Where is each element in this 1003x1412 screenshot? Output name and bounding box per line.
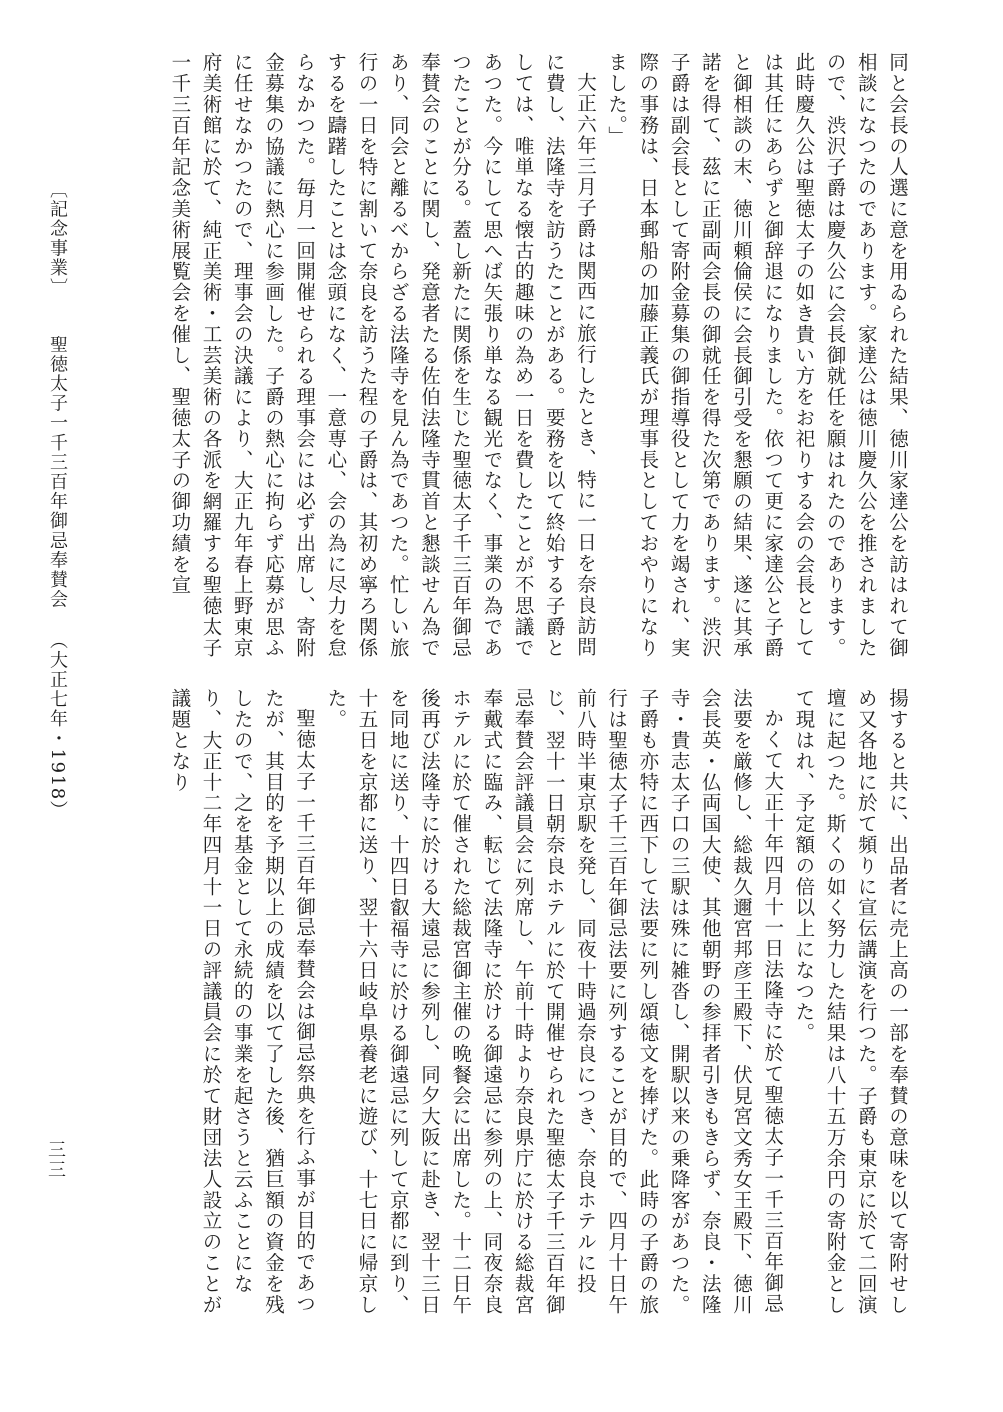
paragraph: かくて大正十年四月十一日法隆寺に於て聖徳太子一千三百年御忌法要を厳修し、総裁久邇宮邦彦王殿下、伏見宮文秀女王殿下、徳川会長英・仏両国大使、其他朝野の参拝者引きもきらず、奈良・法隆寺・貴志太子口の三駅は殊に雑沓し、開駅以来の乗降客があつた。子爵も亦特に西下して法要に列し頌徳文を捧げた。此時の子爵の旅行は聖徳太子千三百年御忌法要に列することが目的で、四月十日午前八時半東京駅を発し、同夜十時過奈良につき、奈良ホテルに投じ、翌十一日朝奈良ホテルに於て開催せられた聖徳太子千三百年御忌奉賛会評議員会に列席し、午前十時より奈良県庁に於ける総裁宮奉戴式に臨み、転じて法隆寺に於ける御遠忌に参列の上、同夜奈良ホテルに於て催された総裁宮御主催の晩餐会に出席した。十二日午後再び法隆寺に於ける大遠忌に参列し、同夕大阪に赴き、翌十三日を同地に送り、十四日叡福寺に於ける御遠忌に列して京都に到り、十五日を京都に送り、翌十六日岐阜県養老に遊び、十七日に帰京した。 — [324, 688, 785, 1315]
paragraph: 同と会長の人選に意を用ゐられた結果、徳川家達公を訪はれて御相談になつたのであります。家達公は徳川慶久公を推されましたので、渋沢子爵は慶久公に会長御就任を願はれたのであります。此時慶久公は聖徳太子の如き貴い方をお祀りする会の会長としては其任にあらずと御辞退になりました。依つて更に家達公と子爵と御相談の末、徳川頼倫侯に会長御引受を懇願の結果、遂に其承諾を得て、茲に正副両会長の御就任を得た次第であります。渋沢子爵は副会長として寄附金募集の御指導役として力を竭され、実際の事務は、日本郵船の加藤正義氏が理事長としておやりになりました。」 — [605, 52, 909, 659]
page-number: 三三 — [45, 1140, 66, 1180]
running-head — [40, 180, 70, 1180]
running-head-title: 聖徳太子一千三百年御忌奉賛会 — [47, 334, 68, 610]
upper-text-block — [103, 52, 913, 664]
lower-text-block — [168, 688, 913, 1328]
paragraph: 聖徳太子一千三百年御忌奉賛会は御忌祭典を行ふ事が目的であつたが、其目的を予期以上の成績を以て了した後、猶巨額の資金を残したので、之を基金として永続的の事業を起さうと云ふことになり、大正十二年四月十一日の評議員会に於て財団法人設立のことが議題となり — [168, 688, 317, 1315]
paragraph: 大正六年三月子爵は関西に旅行したとき、特に一日を奈良訪問に費し、法隆寺を訪うたことがある。要務を以て終始する子爵としては、唯単なる懐古的趣味の為め一日を費したことが不思議であつた。今にして思へば矢張り単なる観光でなく、事業の為であつたことが分る。蓋し新たに関係を生じた聖徳太子千三百年御忌奉賛会のことに関し、発意者たる佐伯法隆寺貫首と懇談せん為であり、同会と離るべからざる法隆寺を見ん為であつた。忙しい旅行の一日を特に割いて奈良を訪うた程の子爵は、其初め寧ろ関係するを躊躇したことは念頭になく、一意専心、会の為に尽力を怠らなかつた。毎月一回開催せられる理事会には必ず出席し、寄附金募集の協議に熱心に参画した。子爵の熱心に拘らず応募が思ふに任せなかつたので、理事会の決議により、大正九年春上野東京府美術館に於て、純正美術・工芸美術の各派を網羅する聖徳太子一千三百年記念美術展覧会を催し、聖徳太子の御功績を宣 — [168, 52, 597, 659]
paragraph: 揚すると共に、出品者に売上高の一部を奉賛の意味を以て寄附せしめ又各地に於て頻りに宣伝講演を行つた。子爵も東京に於て二回演壇に起つた。斯くの如く努力した結果は八十五万余円の寄附金として現はれ、予定額の倍以上になつた。 — [792, 688, 909, 1315]
running-head-date: （大正七年・1918） — [47, 630, 68, 821]
running-head-section: 〔記念事業〕 — [47, 180, 68, 298]
